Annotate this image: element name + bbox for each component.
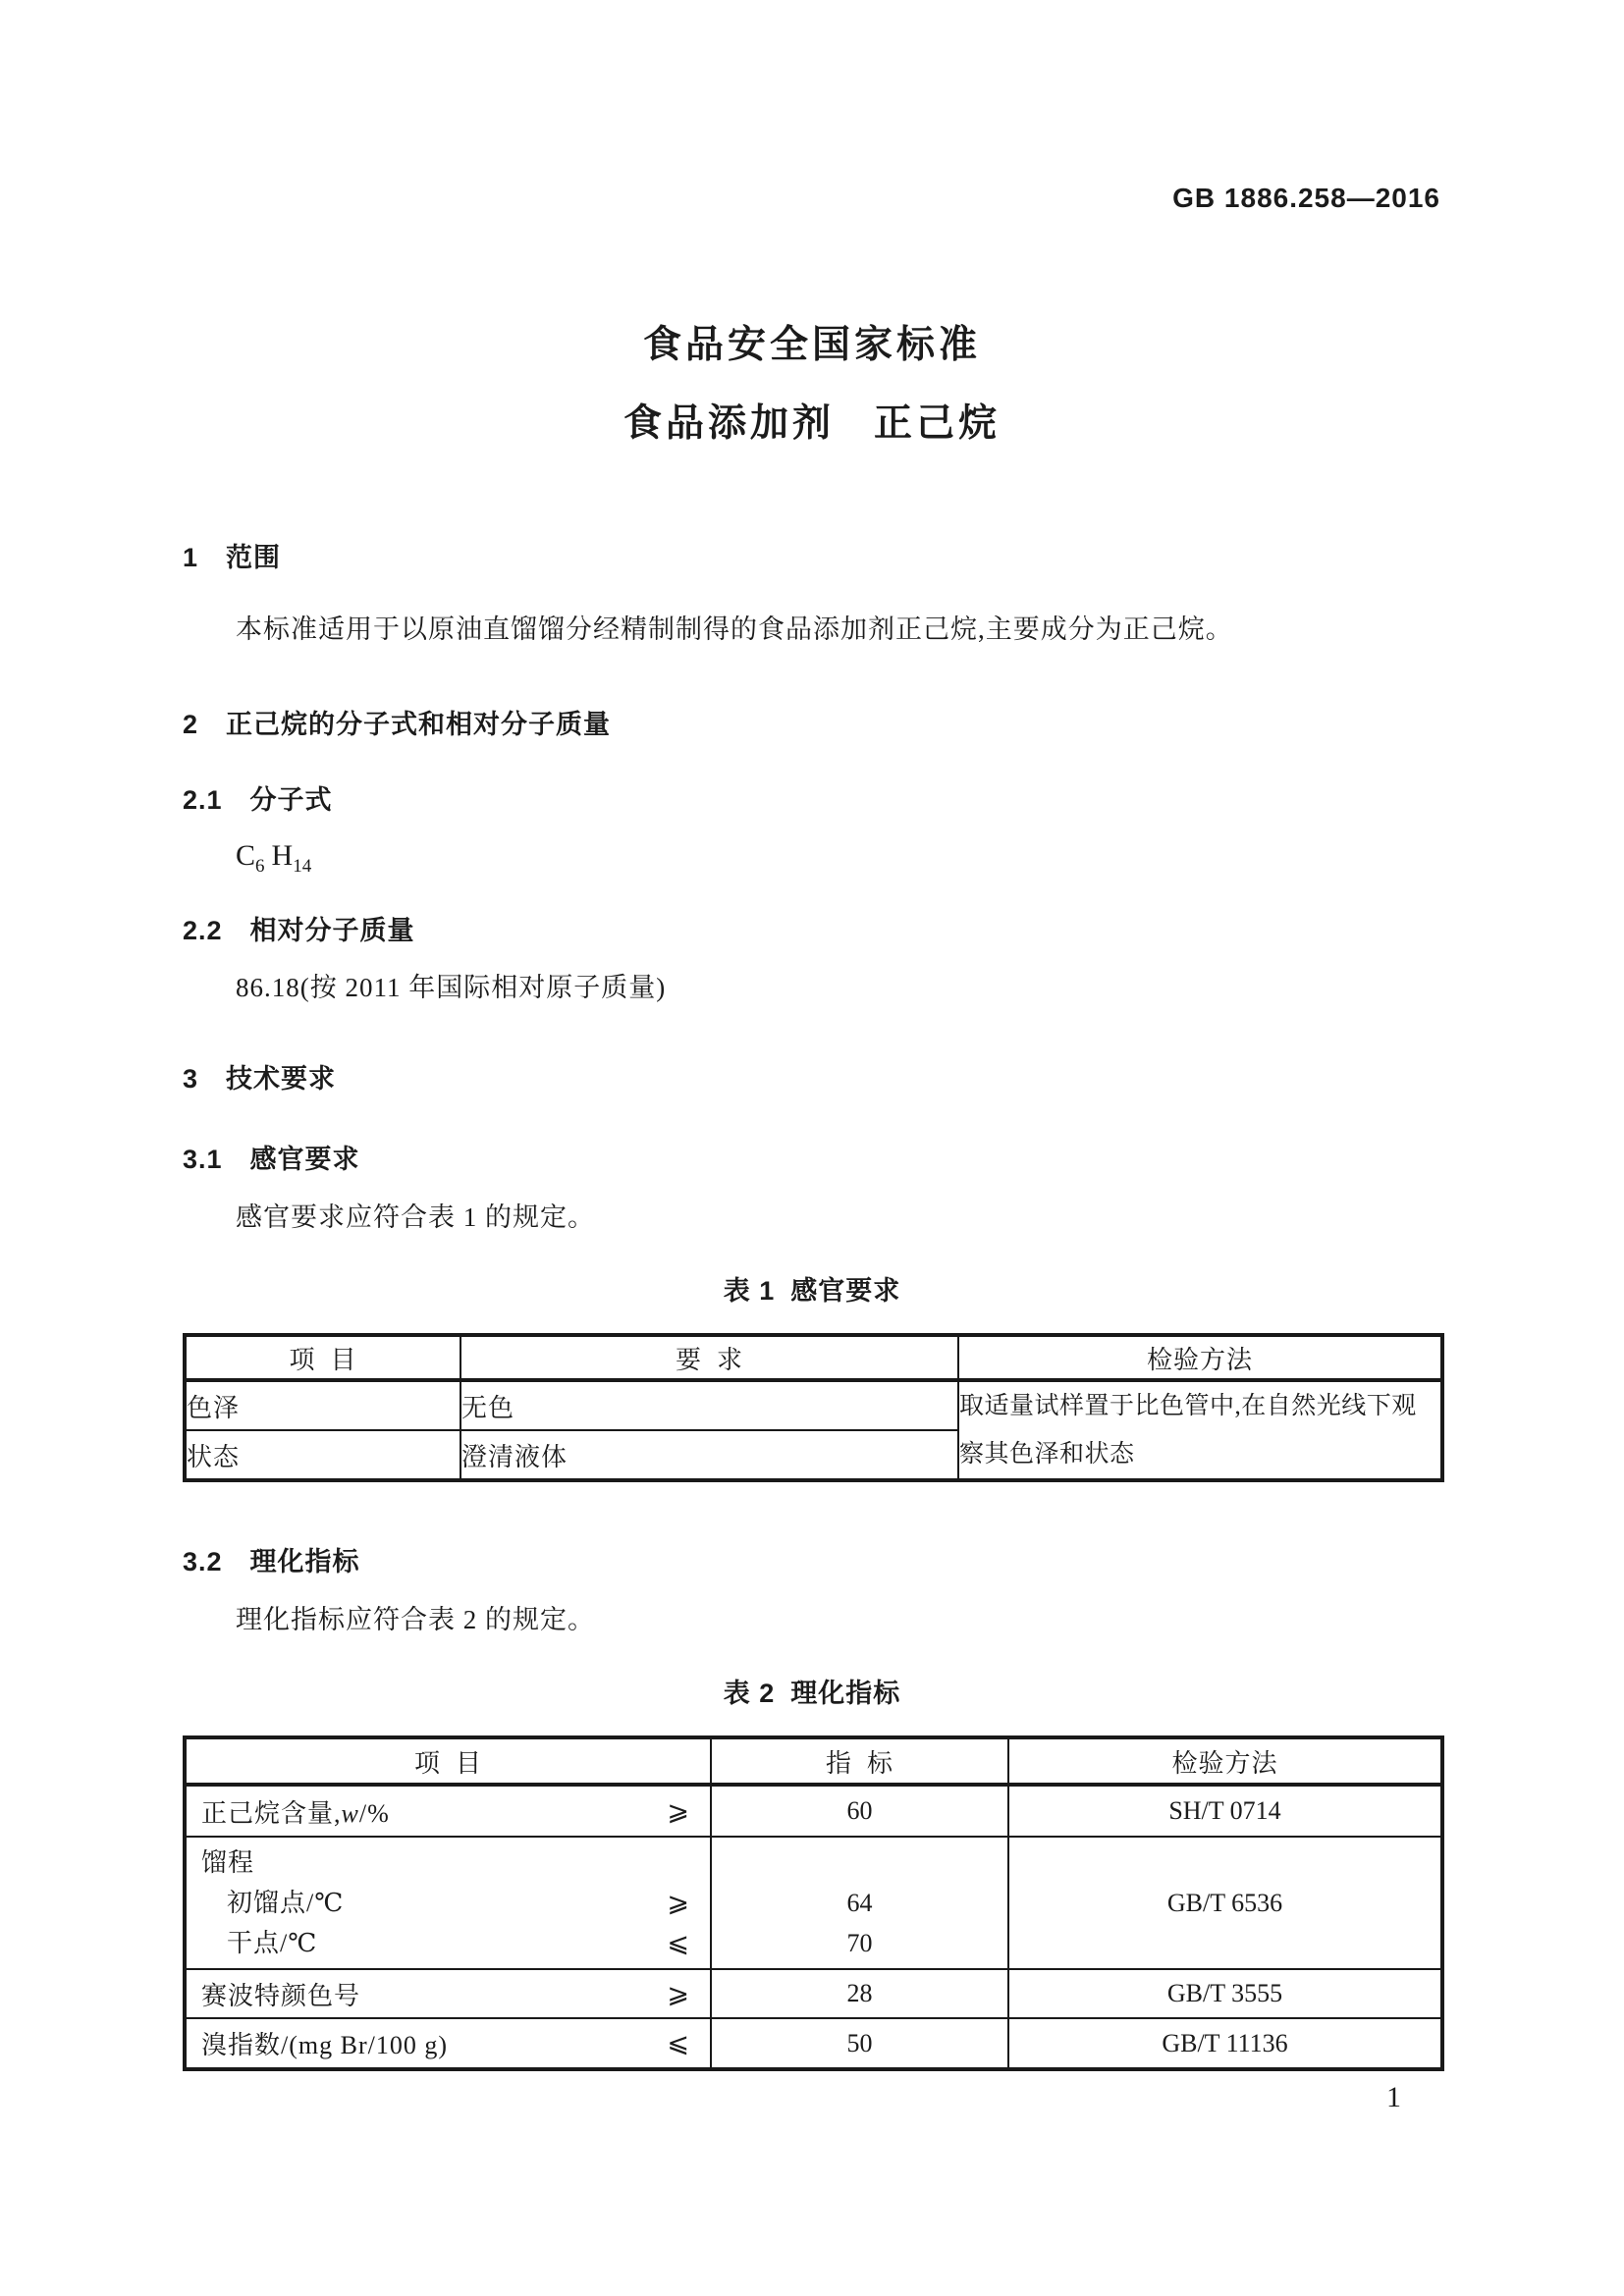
section-tech-heading <box>183 1057 336 1095</box>
doc-subtitle-part1: 食品添加剂 <box>623 402 835 445</box>
item-label: 赛波特颜色号 <box>201 1981 361 2010</box>
section-mass-body: 86.18(按 2011 年国际相对原子质量) <box>236 973 667 1002</box>
heading-text: 范围 <box>226 543 282 572</box>
heading-number: 3.2 <box>183 1547 223 1576</box>
standard-code: GB 1886.258—2016 <box>1172 183 1440 213</box>
table-row-hexane-content <box>185 1785 1442 1837</box>
table1-caption-title: 感官要求 <box>790 1276 901 1306</box>
value-line: 70 <box>846 1929 873 1957</box>
molecular-formula <box>236 839 311 878</box>
cell-item <box>185 2018 711 2069</box>
table2-header-value: 指 标 <box>711 1737 1008 1785</box>
doc-subtitle-part2: 正己烷 <box>874 402 1001 445</box>
formula-h: H <box>271 839 294 872</box>
doc-title: 食品安全国家标准 <box>642 324 981 366</box>
physicochemical-table <box>183 1735 1444 2071</box>
relation-symbol: ⩽ <box>667 1928 690 1957</box>
table-row-bromine <box>185 2018 1442 2069</box>
formula-h-subscript: 14 <box>293 856 312 877</box>
cell-item-group <box>185 1837 711 1969</box>
subitem-label: 初馏点/℃ <box>227 1889 345 1917</box>
section-scope-heading <box>183 536 281 574</box>
cell-item: 色泽 <box>185 1380 460 1430</box>
table2-header-row <box>185 1737 1442 1785</box>
table-row-saybolt <box>185 1969 1442 2018</box>
doc-subtitle <box>0 393 1624 448</box>
cell-value: 60 <box>711 1785 1008 1837</box>
cell-method: GB/T 11136 <box>1008 2018 1442 2069</box>
section-physchem-heading <box>183 1540 360 1578</box>
table1-header-item: 项 目 <box>185 1335 460 1380</box>
heading-text: 感官要求 <box>249 1145 360 1174</box>
cell-method-merged: 取适量试样置于比色管中,在自然光线下观察其色泽和状态 <box>958 1380 1442 1480</box>
table-row <box>185 1380 1442 1430</box>
subitem-line <box>187 1923 710 1963</box>
subitem-line <box>187 1883 710 1923</box>
heading-text: 正己烷的分子式和相对分子质量 <box>226 710 612 739</box>
table1-caption-label: 表 1 <box>723 1276 776 1306</box>
page-number: 1 <box>1386 2081 1401 2113</box>
table-row-distillation <box>185 1837 1442 1969</box>
subitem-label: 干点/℃ <box>227 1929 318 1957</box>
group-label: 馏程 <box>201 1848 255 1877</box>
cell-method: GB/T 3555 <box>1008 1969 1442 2018</box>
heading-number: 3.1 <box>183 1145 223 1174</box>
heading-text: 分子式 <box>249 785 333 815</box>
cell-value: 50 <box>711 2018 1008 2069</box>
table1-header-row <box>185 1335 1442 1380</box>
section-formula-heading <box>183 778 333 817</box>
table2-caption <box>0 1672 1624 1710</box>
table1-header-requirement: 要 求 <box>460 1335 958 1380</box>
heading-text: 相对分子质量 <box>249 916 415 945</box>
relation-symbol: ⩾ <box>667 1978 690 2008</box>
heading-number: 2.1 <box>183 785 223 815</box>
cell-item: 状态 <box>185 1430 460 1480</box>
section-physchem-body: 理化指标应符合表 2 的规定。 <box>236 1605 595 1634</box>
table2-header-item: 项 目 <box>185 1737 711 1785</box>
cell-item <box>185 1969 711 2018</box>
item-label: 溴指数/(mg Br/100 g) <box>201 2031 448 2059</box>
item-label: 正己烷含量,w/% <box>201 1798 390 1828</box>
heading-number: 3 <box>183 1064 199 1094</box>
relation-symbol: ⩾ <box>667 1795 690 1826</box>
heading-number: 2.2 <box>183 916 223 945</box>
value-line-empty <box>712 1842 1007 1883</box>
table2-caption-title: 理化指标 <box>790 1679 901 1708</box>
relation-symbol: ⩽ <box>667 2028 690 2057</box>
cell-value-group <box>711 1837 1008 1969</box>
sensory-requirements-table <box>183 1333 1444 1482</box>
cell-requirement: 澄清液体 <box>460 1430 958 1480</box>
group-label-line <box>187 1842 710 1883</box>
table1-header-method: 检验方法 <box>958 1335 1442 1380</box>
section-scope-body: 本标准适用于以原油直馏馏分经精制制得的食品添加剂正己烷,主要成分为正己烷。 <box>236 614 1233 644</box>
section-sensory-heading <box>183 1138 360 1176</box>
formula-c-subscript: 6 <box>255 856 265 877</box>
heading-number: 1 <box>183 543 199 572</box>
cell-value: 28 <box>711 1969 1008 2018</box>
cell-item <box>185 1785 711 1837</box>
section-mass-heading <box>183 909 415 947</box>
variable-w: w <box>341 1798 359 1828</box>
heading-text: 技术要求 <box>226 1064 337 1094</box>
heading-text: 理化指标 <box>249 1547 360 1576</box>
section-molecular-heading <box>183 703 611 741</box>
cell-method: SH/T 0714 <box>1008 1785 1442 1837</box>
formula-c: C <box>236 839 256 872</box>
table2-caption-label: 表 2 <box>723 1679 776 1708</box>
cell-method: GB/T 6536 <box>1008 1837 1442 1969</box>
table2-header-method: 检验方法 <box>1008 1737 1442 1785</box>
cell-requirement: 无色 <box>460 1380 958 1430</box>
relation-symbol: ⩾ <box>667 1888 690 1917</box>
table1-caption <box>0 1269 1624 1308</box>
heading-number: 2 <box>183 710 199 739</box>
value-line: 64 <box>846 1889 873 1917</box>
section-sensory-body: 感官要求应符合表 1 的规定。 <box>236 1202 595 1232</box>
